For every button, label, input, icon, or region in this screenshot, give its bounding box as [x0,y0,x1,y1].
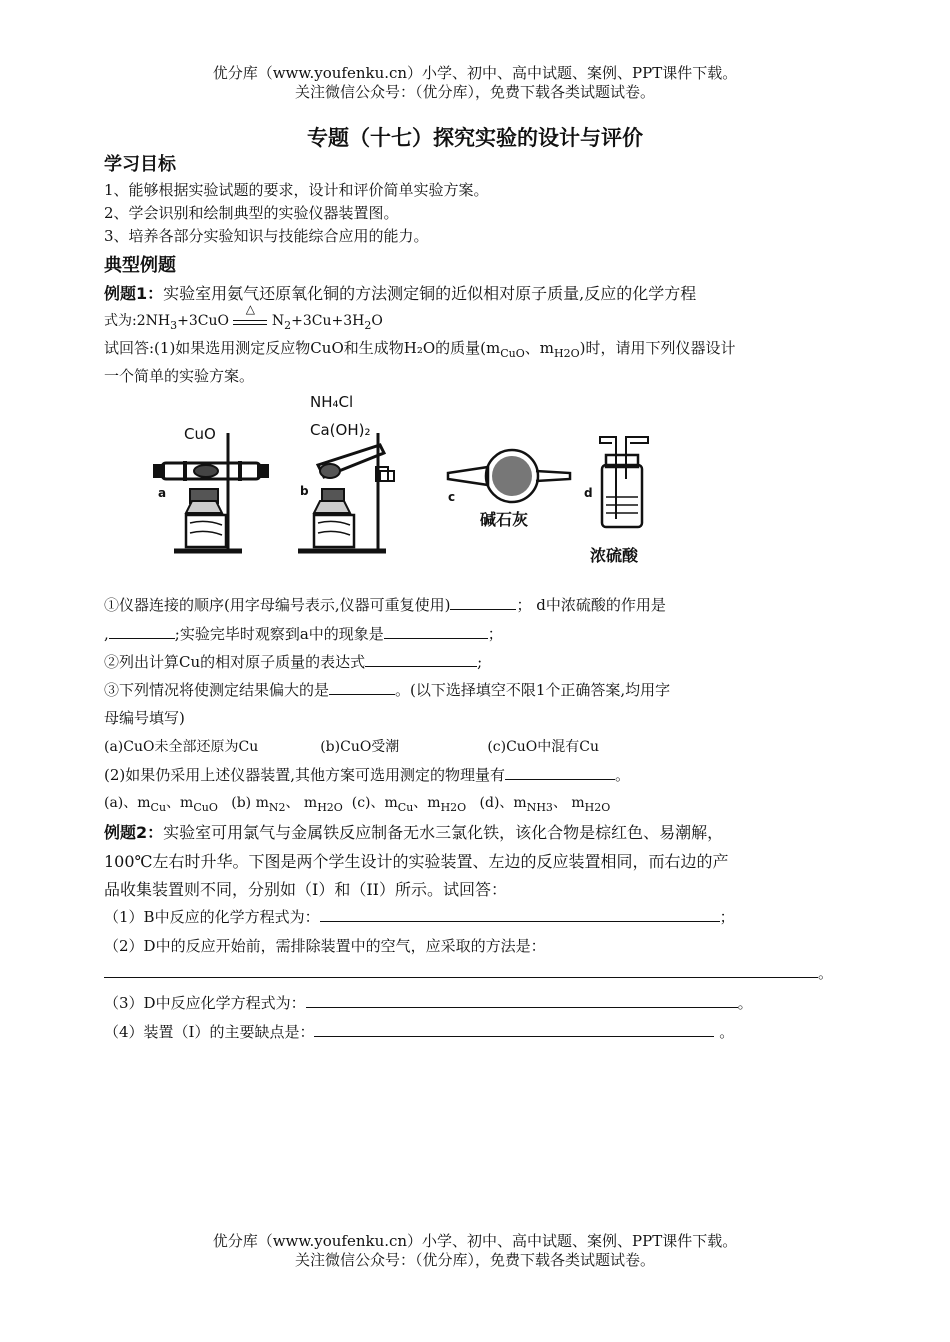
option-c: (c)CuO中混有Cu [487,739,600,755]
example2-q1 [104,906,735,927]
objective-item: 1、能够根据实验试题的要求，设计和评价简单实验方案。 [104,181,489,199]
q-text: , [104,625,109,643]
header-line-2: 关注微信公众号：（优分库），免费下载各类试题试卷。 [294,83,655,101]
example2-q3 [104,992,753,1013]
option-a: (a)CuO未全部还原为Cu [104,739,259,755]
example2-q2: （2）D中的反应开始前，需排除装置中的空气，应采取的方法是： [104,937,546,955]
examples-heading: 典型例题 [104,255,176,276]
example1-question-line2: 一个简单的实验方案。 [104,367,255,385]
choice-sub: NH3 [526,800,553,814]
label-cuo: CuO [184,425,216,443]
q-sub: H2O [553,347,580,360]
choice-sub: H2O [440,800,467,814]
example1-part2 [104,764,630,785]
q-text: 。 [714,1023,735,1041]
answer-blank[interactable] [329,680,395,695]
objectives-heading: 学习目标 [104,154,176,175]
example1-subq3 [104,679,670,700]
label-soda-lime: 碱石灰 [480,510,529,529]
label-a: a [158,486,167,500]
choice-sub: Cu [397,800,414,814]
choice-text: (c)、m [351,795,398,811]
q-text: 、m [524,339,554,357]
q-text: ; [477,653,483,671]
example2-q2-blank [104,962,833,983]
example2-label: 例题2： [104,823,164,842]
label-caoh2: Ca(OH)₂ [310,421,371,439]
objective-item: 2、学会识别和绘制典型的实验仪器装置图。 [104,204,399,222]
q-text: （3）D中反应化学方程式为： [104,994,306,1012]
q-text: 。 [737,994,753,1012]
q-text: ； d中浓硫酸的作用是 [516,596,666,614]
q-text: 。 [818,964,834,982]
example1-intro-text: 实验室用氨气还原氧化铜的方法测定铜的近似相对原子质量,反应的化学方程 [163,284,697,303]
q-text: ③下列情况将使测定结果偏大的是 [104,681,330,699]
q-text: ； [719,908,735,926]
q-text: （1）B中反应的化学方程式为： [104,908,320,926]
q-text: ①仪器连接的顺序(用字母编号表示,仪器可重复使用) [104,596,451,614]
q-text: ②列出计算Cu的相对原子质量的表达式 [104,653,366,671]
example1-subq1-cont [104,623,503,644]
page-title: 专题（十七）探究实验的设计与评价 [307,126,643,150]
answer-blank[interactable] [306,993,738,1008]
eq-sub: 2 [284,318,292,332]
label-b: b [300,484,309,498]
answer-blank[interactable] [505,765,615,780]
heat-symbol: △ [245,302,255,316]
choice-text: 、m [413,795,441,811]
example2-text: 实验室可用氯气与金属铁反应制备无水三氯化铁，该化合物是棕红色、易潮解， [163,823,724,842]
choice-text: 、 m [285,795,318,811]
q-text: ； [487,625,503,643]
q-text: (2)如果仍采用上述仪器装置,其他方案可选用测定的物理量有 [104,766,506,784]
choice-sub: N2 [268,800,286,814]
label-c: c [448,490,456,504]
example2-intro [104,820,723,843]
label-nh4cl: NH₄Cl [310,393,354,411]
apparatus-a [154,425,268,553]
choice-sub: Cu [150,800,167,814]
q-text: （4）装置（Ⅰ）的主要缺点是： [104,1023,315,1041]
example1-options [104,736,599,756]
choice-text: (b) m [231,795,269,811]
example1-subq1 [104,594,666,615]
label-d: d [584,486,593,500]
example1-question-line1 [104,337,735,360]
header-line-1: 优分库（www.youfenku.cn）小学、初中、高中试题、案例、PPT课件下载。 [212,64,738,82]
eq-part: +3CuO [177,313,229,329]
heating-condition [233,302,267,325]
equals-sign [233,320,267,325]
footer-line-2: 关注微信公众号：（优分库），免费下载各类试题试卷。 [294,1251,655,1269]
eq-part: +3Cu+3H [291,313,365,329]
q-text: )时，请用下列仪器设计 [579,339,736,357]
answer-blank[interactable] [109,624,175,639]
q-text: 。 [615,766,631,784]
example1-subq2 [104,651,482,672]
eq-part: N [271,313,285,329]
answer-blank[interactable] [384,624,488,639]
option-b: (b)CuO受潮 [320,739,400,755]
example1-equation [104,302,383,332]
answer-blank[interactable] [320,907,720,922]
q-text: ;实验完毕时观察到a中的现象是 [174,625,384,643]
example2-q4 [104,1021,734,1042]
q-sub: CuO [500,347,525,360]
choice-text: 、m [166,795,194,811]
q-text: 试回答:(1)如果选用测定反应物CuO和生成物H₂O的质量(m [104,339,501,357]
label-conc-sulfuric-acid: 浓硫酸 [590,546,639,565]
eq-part: O [371,313,383,329]
example2-line3: 品收集装置则不同，分别如（I）和（II）所示。试回答： [104,880,507,899]
choice-sub: CuO [193,800,218,814]
answer-blank[interactable] [365,652,477,667]
answer-blank[interactable] [450,595,516,610]
choice-text: 、 m [552,795,585,811]
choice-sub: H2O [317,800,343,814]
example1-subq3-cont: 母编号填写) [104,709,185,727]
q-text: 。(以下选择填空不限1个正确答案,均用字 [395,681,671,699]
objective-item: 3、培养各部分实验知识与技能综合应用的能力。 [104,227,429,245]
eq-sub: 2 [364,318,372,332]
example1-part2-choices [104,792,610,814]
apparatus-c [448,450,570,529]
example1-intro [104,281,696,304]
choice-text: (d)、m [479,795,527,811]
answer-blank[interactable] [314,1022,714,1037]
apparatus-d [584,437,648,565]
apparatus-b [298,393,394,553]
example1-label: 例题1： [104,284,164,303]
answer-blank[interactable] [104,963,818,978]
apparatus-figure [150,393,670,578]
eq-sub: 3 [170,318,178,332]
footer-line-1: 优分库（www.youfenku.cn）小学、初中、高中试题、案例、PPT课件下载。 [212,1232,738,1250]
choice-text: (a)、m [104,795,151,811]
example2-line2: 100℃左右时升华。下图是两个学生设计的实验装置、左边的反应装置相同，而右边的产 [104,852,729,871]
choice-sub: H2O [584,800,611,814]
eq-part: 式为:2NH [104,313,171,329]
